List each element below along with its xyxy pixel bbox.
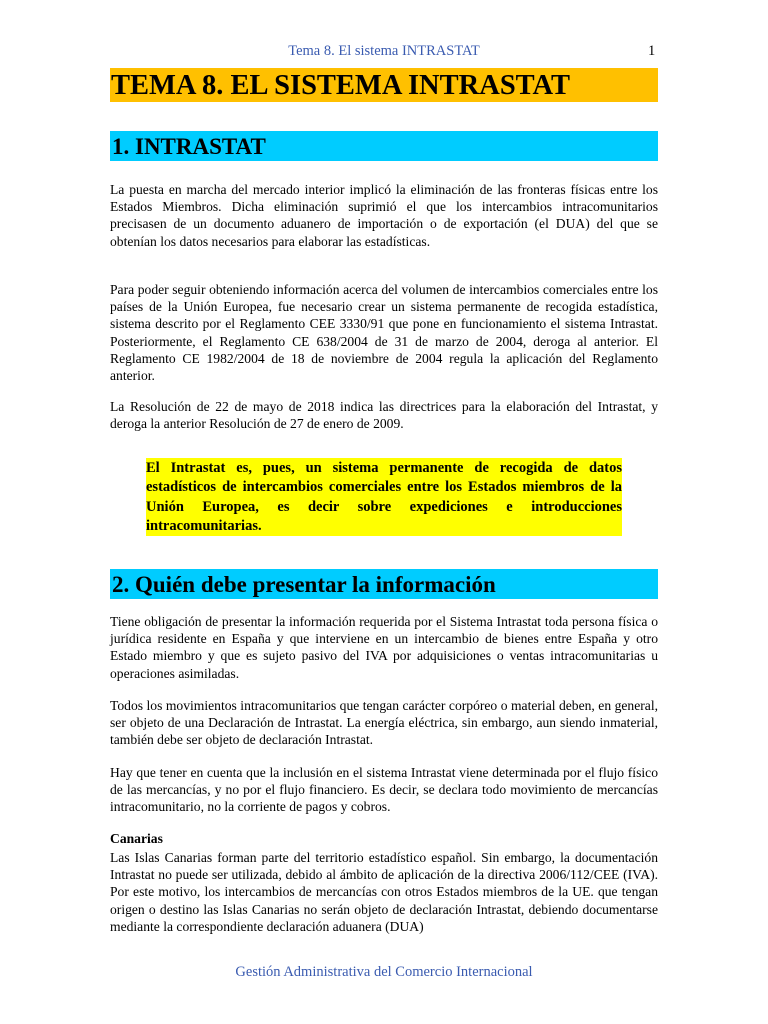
section-heading-quien-presenta: 2. Quién debe presentar la información <box>110 569 658 599</box>
paragraph: La Resolución de 22 de mayo de 2018 indica las directrices para la elaboración del Intrastat, y deroga la anterior Resolución de 27 de enero de 2009. <box>110 399 658 432</box>
subheading-canarias: Canarias <box>110 831 163 846</box>
paragraph: Para poder seguir obteniendo información acerca del volumen de intercambios comerciales entre los países de la Unión Europea, fue necesario crear un sistema permanente de recogida estadística, sistema descrito por el Reglamento CEE 3330/91 que pone en funcionamiento el sistema Intrastat. Posteriormente, el Reglamento CE 638/2004 de 31 de marzo de 2004, deroga al anterior. El Reglamento CE 1982/2004 de 18 de noviembre de 2004 regula la aplicación del Reglamento anterior. <box>110 282 658 384</box>
paragraph: Todos los movimientos intracomunitarios que tengan carácter corpóreo o material deben, en general, ser objeto de una Declaración de Intrastat. La energía eléctrica, sin embargo, aun siendo inmaterial, también debe ser objeto de declaración Intrastat. <box>110 698 658 748</box>
paragraph: Tiene obligación de presentar la información requerida por el Sistema Intrastat toda persona física o jurídica residente en España y que interviene en un intercambio de bienes entre España y otro Estado miembro y que es sujeto pasivo del IVA por adquisiciones o ventas intracomunitarias u operaciones asimiladas. <box>110 614 658 681</box>
highlight-definition: El Intrastat es, pues, un sistema permanente de recogida de datos estadísticos de intercambios comerciales entre los Estados miembros de la Unión Europea, es decir sobre expediciones e introducciones intracomunitarias. <box>146 460 622 535</box>
running-header: Tema 8. El sistema INTRASTAT <box>288 43 480 59</box>
document-title: TEMA 8. EL SISTEMA INTRASTAT <box>110 68 658 102</box>
paragraph-canarias: Las Islas Canarias forman parte del territorio estadístico español. Sin embargo, la documentación Intrastat no puede ser utilizada, debido al ámbito de aplicación de la directiva 2006/112/CEE (IVA). Por este motivo, los intercambios de mercancías con otros Estados miembros de la UE. que tengan origen o destino las Islas Canarias no serán objeto de declaración Intrastat, debiendo documentarse mediante la correspondiente declaración aduanera (DUA) <box>110 850 658 934</box>
section-heading-intrastat: 1. INTRASTAT <box>110 131 658 161</box>
running-footer: Gestión Administrativa del Comercio Internacional <box>235 964 533 980</box>
paragraph: La puesta en marcha del mercado interior implicó la eliminación de las fronteras físicas entre los Estados Miembros. Dicha eliminación suprimió el que los intercambios intracomunitarios precisasen de un documento aduanero de importación o de exportación (el DUA) del que se obtenían los datos necesarios para elaborar las estadísticas. <box>110 182 658 249</box>
page-number: 1 <box>648 43 656 59</box>
paragraph: Hay que tener en cuenta que la inclusión en el sistema Intrastat viene determinada por el flujo físico de las mercancías, y no por el flujo financiero. Es decir, se declara todo movimiento de mercancías intracomunitario, no la corriente de pagos y cobros. <box>110 765 658 815</box>
